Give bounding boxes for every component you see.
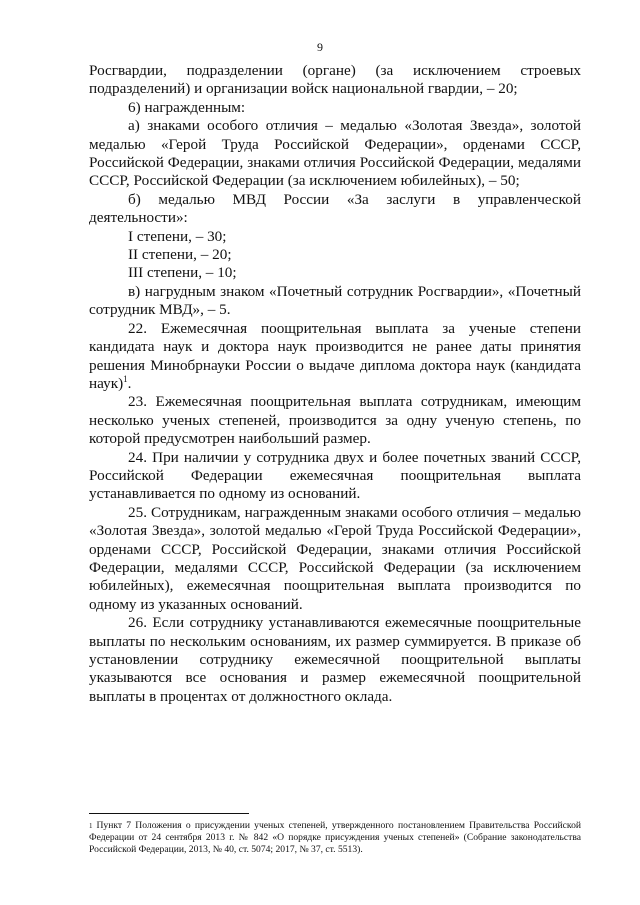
paragraph: 24. При наличии у сотрудника двух и более почетных званий СССР, Российской Федерации ежемесячная поощрительная выплата устанавливается по одному из оснований. bbox=[89, 448, 581, 503]
page-number: 9 bbox=[317, 40, 323, 54]
body-text bbox=[89, 62, 581, 706]
paragraph: III степени, – 10; bbox=[128, 264, 237, 282]
paragraph: 26. Если сотруднику устанавливаются ежемесячные поощрительные выплаты по нескольким основаниям, их размер суммируется. В приказе об установлении сотруднику ежемесячной поощрительной выплаты указываются все основания и размер ежемесячной поощрительной выплаты в процентах от должностного оклада. bbox=[89, 614, 581, 705]
paragraph: в) нагрудным знаком «Почетный сотрудник Росгвардии», «Почетный сотрудник МВД», – 5. bbox=[89, 282, 581, 319]
footnote-reference[interactable]: 1 bbox=[123, 373, 128, 384]
paragraph: 23. Ежемесячная поощрительная выплата сотрудникам, имеющим несколько ученых степеней, производится за одну ученую степень, по которой предусмотрен наибольший размер. bbox=[89, 393, 581, 448]
paragraph: Росгвардии, подразделении (органе) (за исключением строевых подразделений) и организации войск национальной гвардии, – 20; bbox=[89, 62, 581, 98]
paragraph-text: 22. Ежемесячная поощрительная выплата за ученые степени кандидата наук и доктора наук производится не ранее даты принятия решения Минобрнауки России о выдаче диплома доктора наук (кандидата наук) bbox=[89, 319, 581, 392]
paragraph: 6) награжденным: bbox=[128, 98, 246, 116]
paragraph: II степени, – 20; bbox=[128, 246, 232, 264]
paragraph: б) медалью МВД России «За заслуги в управленческой деятельности»: bbox=[89, 190, 581, 227]
footnote-divider bbox=[89, 813, 249, 814]
footnote-mark: 1 bbox=[89, 822, 93, 830]
paragraph: а) знаками особого отличия – медалью «Золотая Звезда», золотой медалью «Герой Труда Российской Федерации», орденами СССР, Российской Федерации, знаками отличия Российской Федерации, медалями СССР, Российской Федерации (за исключением юбилейных), – 50; bbox=[89, 117, 581, 190]
paragraph-end: . bbox=[127, 374, 132, 392]
footnote-text: Пункт 7 Положения о присуждении ученых степеней, утвержденного постановлением Правительства Российской Федерации от 24 сентября 2013 г. № 842 «О порядке присуждения ученых степеней» (Собрание законодательства Российской Федерации, 2013, № 40, ст. 5074; 2017, № 37, ст. 5513). bbox=[89, 820, 581, 855]
paragraph-with-footnote bbox=[89, 320, 581, 394]
footnote bbox=[89, 820, 581, 856]
paragraph: I степени, – 30; bbox=[128, 227, 227, 245]
paragraph: 25. Сотрудникам, награжденным знаками особого отличия – медалью «Золотая Звезда», золотой медалью «Герой Труда Российской Федерации», орденами СССР, Российской Федерации, знаками отличия Российской Федерации, медалями СССР, Российской Федерации (за исключением юбилейных), ежемесячная поощрительная выплата производится по одному из указанных оснований. bbox=[89, 503, 581, 613]
